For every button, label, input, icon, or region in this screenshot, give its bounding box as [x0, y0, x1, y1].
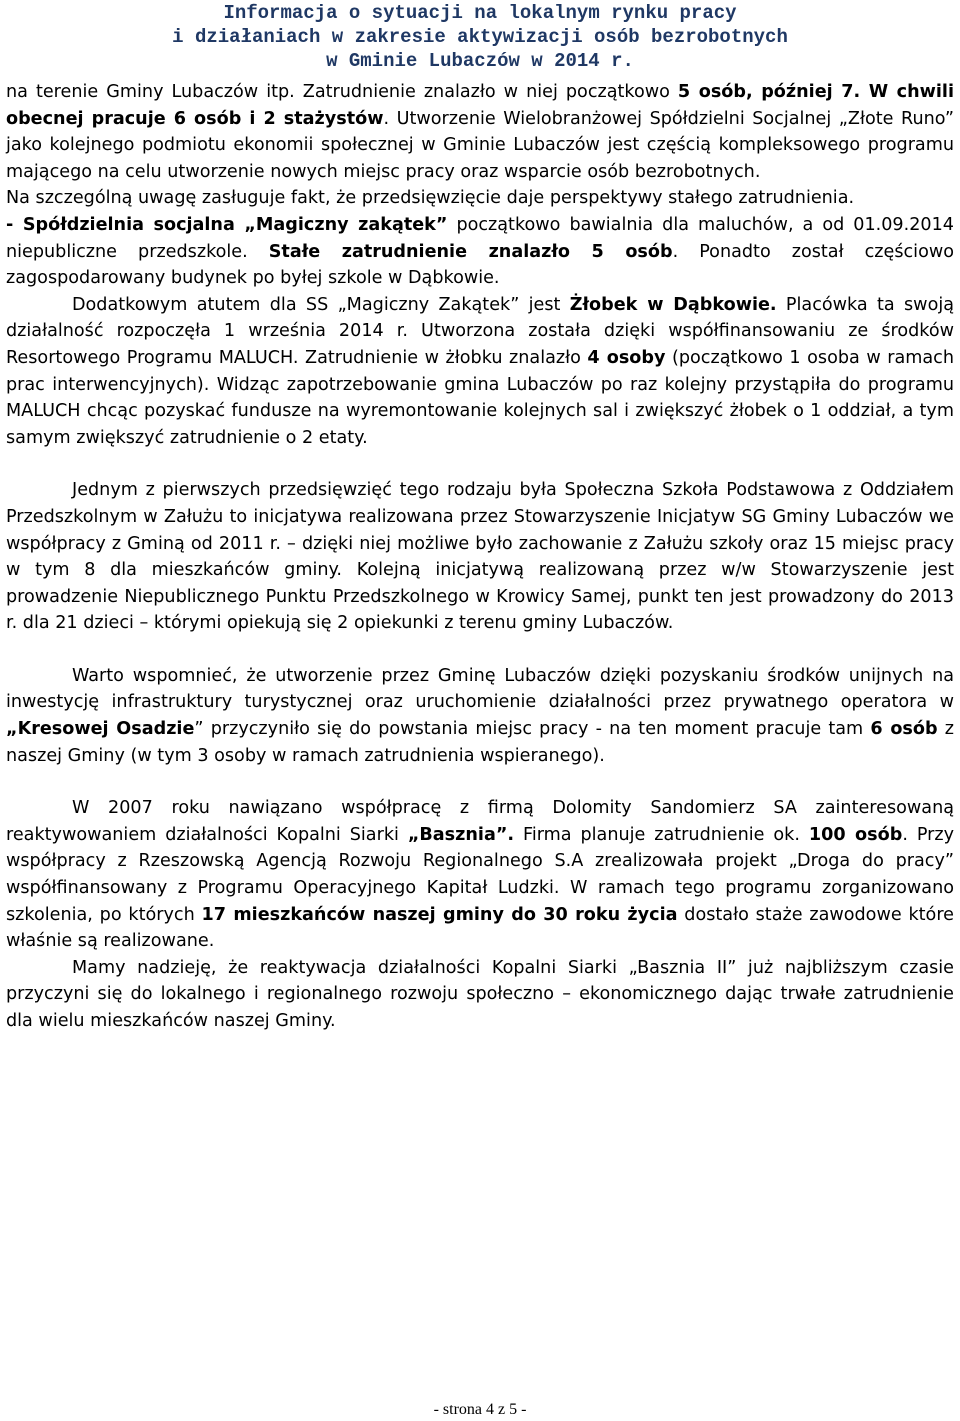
document-header [0, 1, 960, 73]
paragraph-stable-employment: Na szczególną uwagę zasługuje fakt, że przedsięwzięcie daje perspektywy stałego zatrudnienia. [6, 188, 855, 209]
paragraph-dolomity: W 2007 roku nawiązano współpracę z firmą Dolomity Sandomierz SA zainteresowaną reaktywowaniem działalności Kopalni Siarki „Basznia”. Firma planuje zatrudnienie ok. 100 osób. Przy współpracy z Rzeszowską Agencją Rozwoju Regionalnego S.A zrealizowała projekt „Droga do pracy” współfinansowany z Programu Operacyjnego Kapitał Ludzki. W ramach tego programu zorganizowano szkolenia, po których 17 mieszkańców naszej gminy do 30 roku życia dostało staże zawodowe które właśnie są realizowane. [6, 798, 955, 952]
paragraph-kresowa-osada: Warto wspomnieć, że utworzenie przez Gminę Lubaczów dzięki pozyskaniu środków unijnych na inwestycję infrastruktury turystycznej oraz uruchomienie działalności przez prywatnego operatora w „Kresowej Osadzie” przyczyniło się do powstania miejsc pracy - na ten moment pracuje tam 6 osób z naszej Gminy (w tym 3 osoby w ramach zatrudnienia wspieranego). [6, 665, 954, 766]
header-line-2: i działaniach w zakresie aktywizacji osób bezrobotnych [172, 26, 788, 48]
header-line-1: Informacja o sytuacji na lokalnym rynku pracy [223, 2, 737, 24]
document-body [6, 79, 954, 1035]
header-line-3: w Gminie Lubaczów w 2014 r. [326, 50, 634, 72]
paragraph-zlote-runo: na terenie Gminy Lubaczów itp. Zatrudnienie znalazło w niej początkowo 5 osób, później 7. W chwili obecnej pracuje 6 osób i 2 stażystów. Utworzenie Wielobranżowej Spółdzielni Socjalnej „Złote Runo” jako kolejnego podmiotu ekonomii społecznej w Gminie Lubaczów jest częścią kompleksowego programu mającego na celu utworzenie nowych miejsc pracy oraz wsparcie osób bezrobotnych. [6, 82, 954, 182]
page-footer: - strona 4 z 5 - [433, 1401, 527, 1418]
paragraph-zlobek: Dodatkowym atutem dla SS „Magiczny Zakątek” jest Żłobek w Dąbkowie. Placówka ta swoją działalność rozpoczęła 1 września 2014 r. Utworzona została dzięki współfinansowaniu ze środków Resortowego Programu MALUCH. Zatrudnienie w żłobku znalazło 4 osoby (początkowo 1 osoba w ramach prac interwencyjnych). Widząc zapotrzebowanie gmina Lubaczów po raz kolejny przystąpiła do programu MALUCH chcąc pozyskać fundusze na wyremontowanie kolejnych sal i zwiększyć żłobek o 1 oddział, a tym samym zwiększyć zatrudnienie o 2 etaty. [6, 294, 955, 448]
paragraph-magiczny-zakatek: - Spółdzielnia socjalna „Magiczny zakątek” początkowo bawialnia dla maluchów, a od 01.09.2014 niepubliczne przedszkole. Stałe zatrudnienie znalazło 5 osób. Ponadto został częściowo zagospodarowany budynek po byłej szkole w Dąbkowie. [6, 214, 954, 289]
page-total: 5 [509, 1401, 518, 1418]
paragraph-basznia-ii: Mamy nadzieję, że reaktywacja działalności Kopalni Siarki „Basznia II” już najbliższym czasie przyczyni się do lokalnego i regionalnego rozwoju społeczno – ekonomicznego dając trwałe zatrudnienie dla wielu mieszkańców naszej Gminy. [6, 957, 954, 1031]
page-number: 4 [486, 1401, 494, 1418]
employment-figures: 5 osób, później 7. W chwili obecnej pracuje 6 osób i 2 stażystów [6, 82, 954, 129]
paragraph-spoleczna-szkola: Jednym z pierwszych przedsięwzięć tego rodzaju była Społeczna Szkoła Podstawowa z Oddziałem Przedszkolnym w Załużu to inicjatywa realizowana przez Stowarzyszenie Inicjatyw SG Gminy Lubaczów we współpracy z Gminą od 2011 r. – dzięki niej możliwe było zachowanie z Załużu szkoły oraz 15 miejsc pracy w tym 8 dla mieszkańców gminy. Kolejną inicjatywą realizowaną przez w/w Stowarzyszenie jest prowadzenie Niepublicznego Punktu Przedszkolnego w Krowicy Samej, punkt ten jest prowadzony do 2013 r. dla 21 dzieci – którymi opiekują się 2 opiekunki z terenu gminy Lubaczów. [6, 480, 954, 634]
